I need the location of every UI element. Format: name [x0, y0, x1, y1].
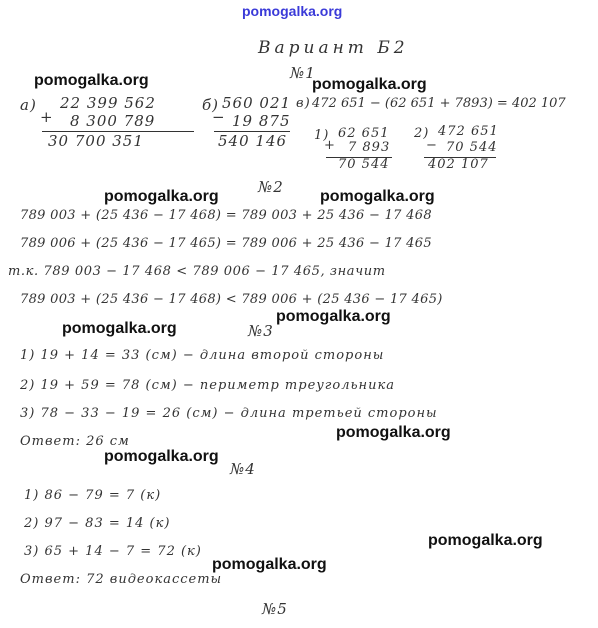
watermark: pomogalka.org — [62, 320, 177, 337]
watermark: pomogalka.org — [312, 76, 427, 93]
task4-line2: 2) 97 − 83 = 14 (к) — [24, 516, 171, 531]
plus-sign: + — [40, 108, 54, 126]
watermark: pomogalka.org — [104, 188, 219, 205]
watermark: pomogalka.org — [276, 308, 391, 325]
task2-line4: 789 003 + (25 436 − 17 468) < 789 006 + (25 436 − 17 465) — [20, 292, 443, 307]
task3-line1: 1) 19 + 14 = 33 (см) − длина второй стороны — [20, 348, 385, 363]
watermark: pomogalka.org — [104, 448, 219, 465]
task1-a-result: 30 700 351 — [48, 132, 144, 150]
watermark: pomogalka.org — [320, 188, 435, 205]
task2-line2: 789 006 + (25 436 − 17 465) = 789 006 + 25 436 − 17 465 — [20, 236, 432, 251]
task2-number: №2 — [258, 178, 284, 196]
task1-a-label: а) — [20, 96, 37, 114]
variant-title: Вариант Б2 — [258, 38, 409, 58]
task1-step1-row2: 7 893 — [348, 140, 391, 155]
watermark-top: pomogalka.org — [242, 3, 343, 19]
task1-b-label: б) — [202, 96, 220, 114]
task1-step1-row1: 62 651 — [338, 126, 390, 141]
watermark: pomogalka.org — [336, 424, 451, 441]
task1-a-row1: 22 399 562 — [60, 94, 156, 112]
minus-sign: − — [212, 108, 226, 126]
task5-number: №5 — [262, 600, 288, 618]
task4-line3: 3) 65 + 14 − 7 = 72 (к) — [24, 544, 202, 559]
task4-answer: Ответ: 72 видеокассеты — [20, 572, 223, 587]
task1-v-expr: 472 651 − (62 651 + 7893) = 402 107 — [312, 96, 566, 111]
task1-step2-row1: 472 651 — [438, 124, 499, 139]
task1-number: №1 — [290, 64, 316, 82]
task2-line1: 789 003 + (25 436 − 17 468) = 789 003 + 25 436 − 17 468 — [20, 208, 432, 223]
task1-step1-label: 1) — [314, 128, 330, 143]
task4-line1: 1) 86 − 79 = 7 (к) — [24, 488, 162, 503]
task3-number: №3 — [248, 322, 274, 340]
task2-line3: т.к. 789 003 − 17 468 < 789 006 − 17 465, значит — [8, 264, 386, 279]
task1-step2-label: 2) — [414, 126, 430, 141]
task4-number: №4 — [230, 460, 256, 478]
task1-step2-row2: 70 544 — [446, 140, 498, 155]
task3-answer: Ответ: 26 см — [20, 434, 130, 449]
task1-b-row1: 560 021 — [222, 94, 292, 112]
task3-line3: 3) 78 − 33 − 19 = 26 (см) − длина третьей стороны — [20, 406, 438, 421]
task1-a-row2: 8 300 789 — [70, 112, 156, 130]
plus-sign: + — [324, 138, 336, 153]
watermark: pomogalka.org — [34, 72, 149, 89]
watermark: pomogalka.org — [212, 556, 327, 573]
task1-step1-result: 70 544 — [338, 157, 390, 172]
task1-v-label: в) — [296, 96, 311, 111]
minus-sign: − — [426, 138, 438, 153]
watermark: pomogalka.org — [428, 532, 543, 549]
task1-step2-result: 402 107 — [428, 157, 489, 172]
task1-b-row2: 19 875 — [232, 112, 291, 130]
task3-line2: 2) 19 + 59 = 78 (см) − периметр треугольника — [20, 378, 396, 393]
task1-b-result: 540 146 — [218, 132, 288, 150]
